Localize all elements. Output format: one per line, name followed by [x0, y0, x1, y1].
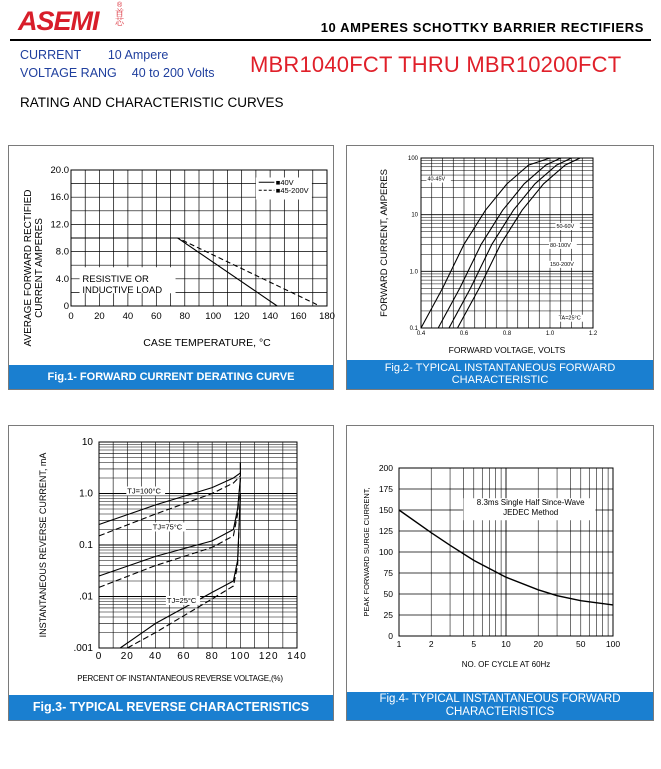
fig3-ytick: .01	[79, 591, 93, 603]
fig2-chart	[347, 146, 653, 360]
fig4-caption-line1: Fig.4- TYPICAL INSTANTANEOUS FORWARD	[379, 693, 621, 705]
fig4-xtick: 2	[428, 639, 434, 649]
fig2-xtick: 0.6	[459, 331, 469, 337]
fig4-annotation: JEDEC Method	[503, 507, 559, 517]
fig1-ytick: 0	[63, 301, 69, 312]
fig3-xtick: 140	[287, 651, 307, 662]
fig3-caption: Fig.3- TYPICAL REVERSE CHARACTERISTICS	[9, 695, 333, 720]
fig1-ylabel-line1: AVERAGE FORWARD RECTIFIED	[23, 189, 34, 347]
fig3-ylabel: INSTANTANEOUS REVERSE CURRENT, mA	[38, 452, 48, 638]
logo-chinese-text: 首芯	[114, 8, 124, 26]
fig4-xtick: 10	[501, 639, 511, 649]
fig2-xtick: 0.4	[416, 331, 426, 337]
fig1-xtick: 60	[151, 311, 162, 322]
fig3-series-label: TJ=100°C	[127, 486, 161, 496]
fig4-xtick: 20	[533, 639, 543, 649]
fig2-panel	[346, 145, 654, 390]
part-number-range: MBR1040FCT THRU MBR10200FCT	[250, 52, 622, 77]
fig4-ytick: 150	[378, 505, 393, 515]
fig4-xlabel: NO. OF CYCLE AT 60Hz	[461, 660, 551, 669]
fig2-ytick: 100	[407, 156, 418, 162]
fig3-xtick: 40	[149, 651, 163, 662]
fig2-series-line	[438, 158, 561, 328]
fig2-caption-line2: CHARACTERISTIC	[451, 374, 549, 386]
fig1-annotation: RESISTIVE OR	[82, 274, 149, 286]
fig3-xtick: 80	[205, 651, 219, 662]
fig2-series-label: 50-60V	[556, 224, 575, 231]
fig3-xtick: 100	[230, 651, 251, 662]
fig1-ylabel-line2: CURRENT AMPERES	[34, 218, 45, 318]
fig1-ytick: 20.0	[50, 165, 69, 176]
fig1-xtick: 140	[262, 311, 279, 322]
section-title: RATING AND CHARACTERISTIC CURVES	[20, 95, 284, 110]
fig2-series-label: 150-200V	[550, 261, 574, 268]
fig1-ytick: 16.0	[50, 192, 69, 204]
fig3-ytick: 10	[81, 437, 93, 448]
voltage-value: 40 to 200 Volts	[131, 66, 215, 80]
fig2-series-label: 40-45V	[427, 176, 446, 183]
fig4-chart	[347, 426, 653, 692]
fig2-ytick: 1.0	[409, 269, 418, 276]
fig4-panel	[346, 425, 654, 721]
fig1-xtick: 0	[68, 311, 74, 322]
fig2-xtick: 1.2	[588, 331, 598, 337]
fig4-ylabel: PEAK FORWARD SURGE CURRENT,	[362, 487, 371, 617]
fig3-xtick: 20	[120, 651, 134, 662]
header-rule	[10, 39, 651, 41]
fig2-note: TA=25°C	[558, 315, 581, 322]
fig4-ytick: 50	[383, 589, 393, 599]
fig3-xtick: 0	[95, 651, 103, 662]
fig2-series-label: 80-100V	[550, 242, 571, 249]
fig1-panel	[8, 145, 334, 390]
fig3-ytick: .001	[73, 643, 93, 654]
fig3-xtick: 120	[258, 651, 279, 662]
fig2-xlabel: FORWARD VOLTAGE, VOLTS	[448, 345, 566, 355]
fig4-caption	[347, 692, 653, 720]
asemi-logo: ASEMI	[18, 6, 99, 36]
fig3-panel	[8, 425, 334, 721]
fig2-xtick: 1.0	[545, 331, 555, 337]
fig4-xtick: 5	[471, 639, 477, 649]
fig2-xtick: 0.8	[502, 331, 512, 337]
fig1-ytick: 12.0	[50, 219, 69, 231]
voltage-spec	[20, 66, 214, 80]
fig3-series-label: TJ=75°C	[152, 522, 183, 532]
fig4-xtick: 50	[576, 639, 586, 649]
fig4-xtick: 1	[396, 639, 402, 649]
fig1-ytick: 8.0	[55, 246, 69, 258]
fig4-xtick: 100	[605, 639, 621, 649]
fig1-annotation: INDUCTIVE LOAD	[82, 285, 163, 297]
fig1-xtick: 180	[319, 311, 335, 322]
fig3-series-line	[120, 494, 240, 649]
fig4-ytick: 200	[378, 463, 393, 473]
fig1-xtick: 40	[122, 311, 134, 322]
fig1-xtick: 100	[205, 311, 222, 322]
fig3-ytick: 0.1	[79, 540, 93, 551]
fig4-ytick: 175	[378, 484, 393, 494]
voltage-label: VOLTAGE RANG	[20, 66, 117, 80]
fig1-xtick: 20	[94, 311, 105, 322]
fig4-annotation: 8.3ms Single Half Since-Wave	[476, 497, 585, 507]
fig1-ytick: 4.0	[55, 273, 69, 285]
fig4-ytick: 75	[383, 568, 393, 578]
fig3-xtick: 60	[177, 651, 191, 662]
registered-mark: ®	[117, 2, 123, 9]
current-label: CURRENT	[20, 48, 81, 62]
fig1-xtick: 160	[290, 311, 307, 322]
fig3-chart	[9, 426, 333, 694]
fig3-series-label: TJ=25°C	[166, 595, 197, 605]
fig1-xlabel: CASE TEMPERATURE, °C	[143, 337, 271, 349]
fig4-caption-line2: CHARACTERISTICS	[445, 705, 555, 718]
fig2-ylabel: FORWARD CURRENT, AMPERES	[379, 169, 390, 317]
fig1-legend-label: ■45-200V	[275, 186, 309, 196]
document-title: 10 AMPERES SCHOTTKY BARRIER RECTIFIERS	[320, 20, 644, 35]
fig1-caption: Fig.1- FORWARD CURRENT DERATING CURVE	[9, 365, 333, 389]
fig3-ytick: 1.0	[79, 488, 93, 500]
current-value: 10 Ampere	[107, 48, 169, 62]
fig1-chart	[9, 146, 333, 364]
fig2-ytick: 0.1	[409, 326, 418, 332]
fig2-caption-line1: Fig.2- TYPICAL INSTANTANEOUS FORWARD	[384, 362, 616, 374]
fig4-ytick: 25	[383, 610, 393, 620]
fig1-xtick: 80	[179, 311, 191, 322]
current-spec	[20, 48, 168, 62]
fig4-ytick: 0	[388, 631, 393, 641]
fig3-xlabel: PERCENT OF INSTANTANEOUS REVERSE VOLTAGE,(%)	[77, 674, 283, 683]
fig1-legend-label: ■40V	[275, 178, 294, 188]
fig1-xtick: 120	[233, 311, 250, 322]
fig4-ytick: 100	[378, 547, 393, 557]
fig4-ytick: 125	[378, 526, 393, 536]
fig2-caption	[347, 360, 653, 389]
fig2-ytick: 10	[411, 212, 418, 219]
